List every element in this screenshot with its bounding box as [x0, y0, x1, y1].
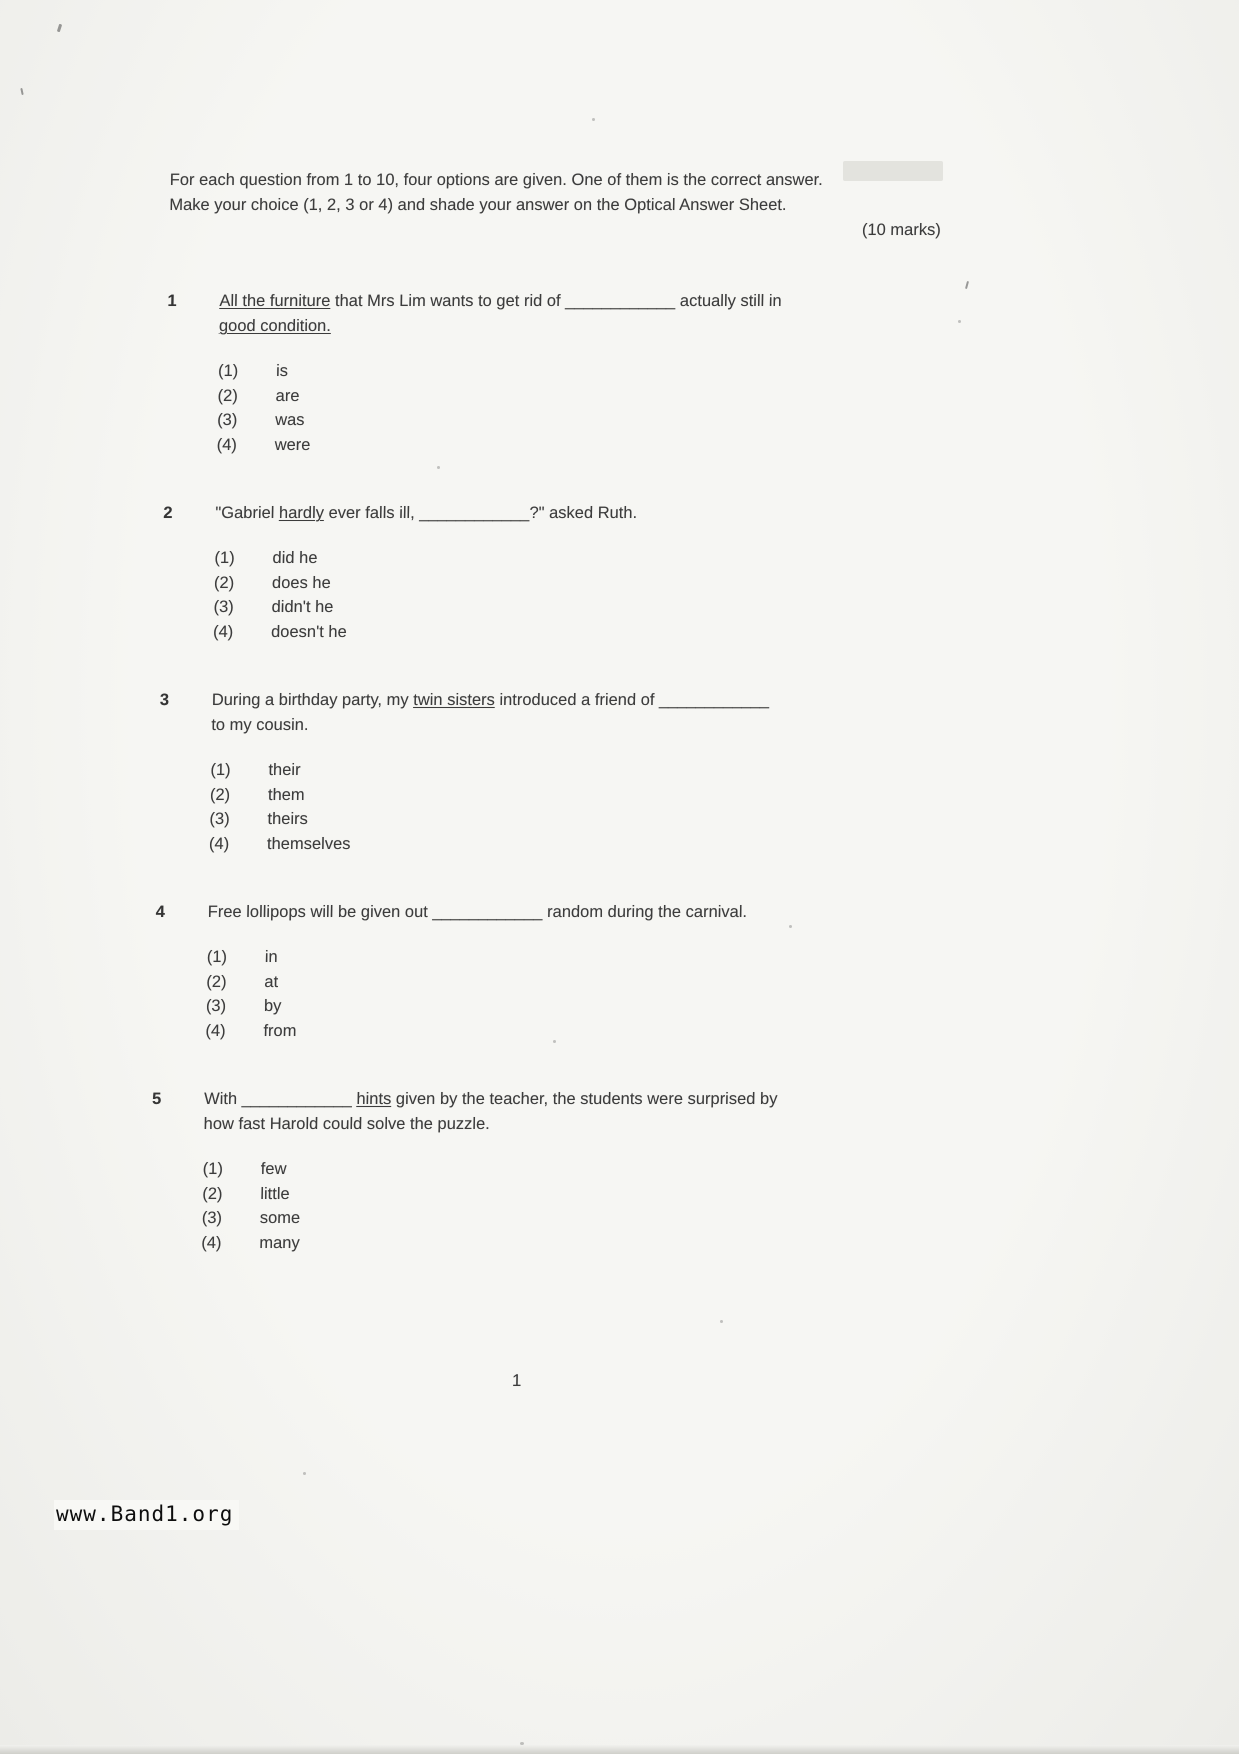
option-label: were — [274, 435, 311, 454]
page-edge — [0, 1745, 1239, 1754]
option-label: by — [263, 997, 282, 1015]
option-row — [218, 359, 938, 384]
instructions-block — [169, 168, 942, 243]
question-body — [209, 688, 932, 856]
underlined-phrase: good condition. — [218, 317, 332, 335]
option-row — [205, 1019, 925, 1044]
question-text — [203, 1087, 924, 1137]
question-body — [205, 900, 928, 1043]
question-number: 3 — [159, 691, 170, 709]
text-segment: that Mrs Lim wants to get rid of — [330, 292, 566, 310]
questions-list — [149, 289, 940, 1255]
question-2 — [161, 501, 936, 644]
watermark: www.Band1.org — [54, 1500, 239, 1530]
option-label: is — [275, 362, 289, 380]
question-number: 1 — [167, 292, 177, 310]
options-list — [205, 945, 927, 1043]
scan-artifact — [965, 281, 969, 289]
question-5 — [149, 1087, 924, 1255]
option-number: (3) — [201, 1209, 223, 1227]
exam-page — [146, 168, 942, 1428]
underlined-phrase: All the furniture — [219, 292, 331, 310]
option-label: are — [275, 386, 300, 405]
option-label: didn't he — [271, 598, 334, 616]
option-label: themselves — [266, 834, 351, 853]
text-segment: ?" asked Ruth. — [529, 504, 638, 522]
option-label: at — [264, 972, 279, 991]
scan-artifact — [958, 320, 961, 323]
answer-blank: ____________ — [565, 292, 676, 310]
option-label: does he — [271, 573, 331, 592]
answer-blank: ____________ — [241, 1090, 353, 1108]
text-segment: ever falls ill, — [323, 504, 420, 522]
option-number: (2) — [217, 386, 238, 405]
option-label: few — [260, 1160, 287, 1178]
option-number: (2) — [206, 972, 227, 991]
option-number: (4) — [205, 1021, 226, 1040]
question-number: 5 — [151, 1090, 162, 1108]
options-list — [216, 359, 938, 457]
option-row — [214, 546, 934, 571]
option-number: (4) — [216, 435, 238, 454]
question-1 — [164, 289, 939, 457]
scan-artifact — [592, 118, 595, 121]
option-label: from — [263, 1021, 297, 1040]
question-text — [219, 289, 940, 339]
answer-blank: ____________ — [432, 903, 543, 921]
option-row — [202, 1206, 922, 1231]
options-list — [209, 758, 931, 856]
option-row — [210, 758, 930, 783]
option-row — [216, 433, 936, 458]
instructions-line-1: For each question from 1 to 10, four options are given. One of them is the correct answer. — [169, 171, 823, 189]
option-label: some — [259, 1209, 301, 1227]
question-text — [207, 900, 927, 925]
question-text — [211, 688, 932, 738]
instructions-line-2: Make your choice (1, 2, 3 or 4) and shade your answer on the Optical Answer Sheet. — [169, 196, 787, 214]
text-segment: With — [203, 1090, 242, 1108]
option-row — [206, 970, 926, 995]
underlined-phrase: twin sisters — [413, 691, 496, 709]
text-segment: During a birthday party, my — [211, 691, 414, 709]
answer-blank: ____________ — [658, 691, 770, 709]
option-number: (1) — [210, 761, 231, 779]
option-label: in — [264, 948, 278, 966]
marks-label: (10 marks) — [861, 221, 941, 239]
option-row — [213, 620, 933, 645]
scan-artifact — [20, 88, 23, 95]
options-list — [213, 546, 935, 644]
option-number: (3) — [213, 598, 234, 616]
option-row — [201, 1231, 921, 1256]
option-label: them — [267, 785, 305, 804]
option-row — [210, 783, 930, 808]
option-number: (4) — [212, 622, 234, 641]
question-number: 4 — [155, 903, 166, 921]
question-3 — [157, 688, 932, 856]
option-number: (3) — [216, 411, 238, 429]
option-row — [207, 945, 927, 970]
question-body — [216, 289, 939, 457]
scan-artifact — [57, 24, 62, 33]
question-body — [213, 501, 936, 644]
option-number: (1) — [206, 948, 228, 966]
option-number: (2) — [209, 785, 231, 804]
option-label: doesn't he — [270, 622, 347, 641]
option-number: (2) — [213, 573, 235, 592]
text-segment: to my cousin. — [211, 716, 309, 734]
option-number: (1) — [214, 549, 235, 567]
option-row — [214, 571, 934, 596]
option-label: did he — [272, 549, 318, 567]
text-segment: random during the carnival. — [542, 903, 748, 921]
question-text — [215, 501, 935, 526]
option-row — [217, 384, 937, 409]
text-segment: Free lollipops will be given out — [207, 903, 433, 921]
option-row — [209, 832, 929, 857]
option-number: (2) — [202, 1184, 223, 1203]
option-row — [209, 807, 929, 832]
option-row — [217, 408, 937, 433]
options-list — [201, 1157, 923, 1255]
option-row — [202, 1182, 922, 1207]
page-number: 1 — [511, 1371, 522, 1390]
question-4 — [153, 900, 928, 1043]
text-segment: "Gabriel — [215, 504, 280, 522]
question-body — [201, 1087, 924, 1255]
option-label: little — [260, 1184, 290, 1203]
option-number: (1) — [202, 1160, 224, 1178]
scan-artifact — [303, 1472, 306, 1475]
option-label: their — [268, 761, 301, 779]
option-row — [206, 994, 926, 1019]
option-number: (4) — [208, 834, 230, 853]
option-row — [203, 1157, 923, 1182]
underlined-phrase: hardly — [278, 504, 325, 522]
text-segment: introduced a friend of — [494, 691, 660, 709]
question-number: 2 — [163, 504, 173, 522]
option-number: (1) — [217, 362, 239, 380]
text-segment: actually still in — [675, 292, 782, 310]
option-number: (3) — [209, 810, 230, 828]
text-segment: how fast Harold could solve the puzzle. — [203, 1115, 490, 1133]
option-row — [213, 595, 933, 620]
option-label: many — [259, 1233, 300, 1252]
answer-blank: ____________ — [419, 504, 530, 522]
option-label: was — [274, 411, 305, 429]
option-number: (4) — [201, 1233, 222, 1252]
text-segment: given by the teacher, the students were surprised by — [391, 1090, 778, 1108]
option-number: (3) — [205, 997, 227, 1015]
underlined-phrase: hints — [356, 1090, 392, 1108]
option-label: theirs — [267, 810, 309, 828]
